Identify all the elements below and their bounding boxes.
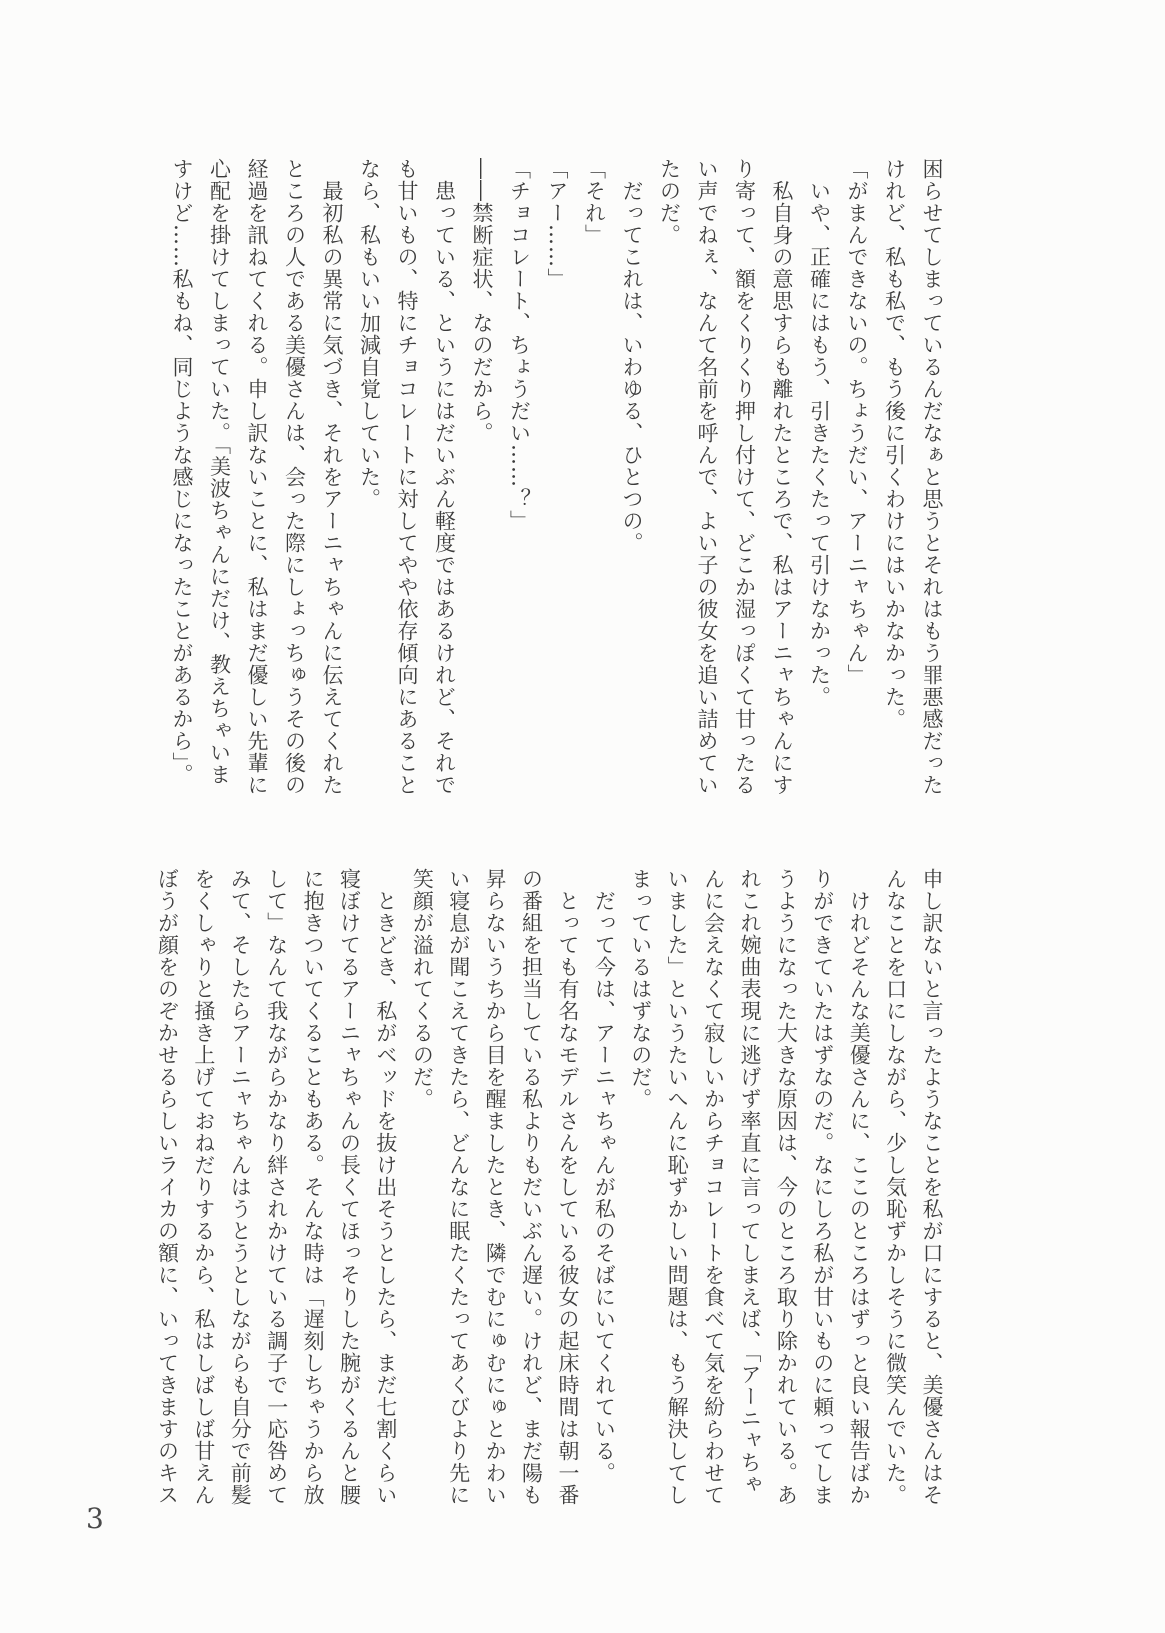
page-number: 3 xyxy=(86,1502,104,1535)
text-line: 「チョコレート、ちょうだい……？」 xyxy=(507,158,532,532)
text-line: い声でねぇ、なんて名前を呼んで、よい子の彼女を追い詰めてい xyxy=(695,158,719,796)
text-line: して」なんて我ながらかなり絆されかけている調子で一応咎めて xyxy=(264,868,289,1506)
text-line: 寝ぼけてるアーニャちゃんの長くてほっそりした腕がくるんと腰 xyxy=(337,868,362,1506)
text-line: だって今は、アーニャちゃんが私のそばにいてくれている。 xyxy=(592,868,617,1484)
text-line: 心配を掛けてしまっていた。「美波ちゃんにだけ、教えちゃいま xyxy=(207,158,232,786)
text-line: 「それ」 xyxy=(582,158,607,246)
text-line: 「がまんできないの。ちょうだい、アーニャちゃん」 xyxy=(845,158,869,686)
text-line: い寝息が聞こえてきたら、どんなに眠たくたってあくびより先に xyxy=(446,868,471,1506)
text-line: 私自身の意思すらも離れたところで、私はアーニャちゃんにす xyxy=(770,158,794,796)
text-line: んに会えなくて寂しいからチョコレートを食べて気を紛らわせて xyxy=(701,868,726,1506)
text-line: すけど……私もね、同じような感じになったことがあるから」。 xyxy=(170,158,194,786)
text-line: り寄って、額をくりくり押し付けて、どこか湿っぽくて甘ったる xyxy=(732,158,757,796)
text-line: たのだ。 xyxy=(657,158,682,246)
text-line: うようになった大きな原因は、今のところ取り除かれている。あ xyxy=(774,868,799,1506)
text-line: に抱きついてくることもある。そんな時は「遅刻しちゃうから放 xyxy=(301,868,326,1506)
text-line: ――禁断症状、なのだから。 xyxy=(470,158,494,444)
text-line: 経過を訊ねてくれる。申し訳ないことに、私はまだ優しい先輩に xyxy=(245,158,269,796)
text-line: とっても有名なモデルさんをしている彼女の起床時間は朝一番 xyxy=(555,868,580,1506)
text-line: の番組を担当している私よりもだいぶん遅い。けれど、まだ陽も xyxy=(519,868,544,1506)
text-line: いました」というたいへんに恥ずかしい問題は、もう解決してし xyxy=(665,868,690,1506)
text-line: んなことを口にしながら、少し気恥ずかしそうに微笑んでいた。 xyxy=(883,868,908,1506)
text-line: 患っている、というにはだいぶん軽度ではあるけれど、それで xyxy=(432,158,457,796)
text-line: 申し訳ないと言ったようなことを私が口にすると、美優さんはそ xyxy=(920,868,944,1506)
text-line: 困らせてしまっているんだなぁと思うとそれはもう罪悪感だった xyxy=(920,158,944,796)
text-line: けれど、私も私で、もう後に引くわけにはいかなかった。 xyxy=(882,158,907,730)
top-text-block xyxy=(160,158,950,796)
bottom-text-block xyxy=(148,868,950,1506)
text-line: いや、正確にはもう、引きたくたって引けなかった。 xyxy=(807,158,832,708)
text-line: りができていたはずなのだ。なにしろ私が甘いものに頼ってしま xyxy=(810,868,835,1506)
text-line: ところの人である美優さんは、会った際にしょっちゅうその後の xyxy=(282,158,307,796)
text-line: 最初私の異常に気づき、それをアーニャちゃんに伝えてくれた xyxy=(320,158,344,796)
text-line: まっているはずなのだ。 xyxy=(628,868,653,1110)
text-line: みて、そしたらアーニャちゃんはうとうとしながらも自分で前髪 xyxy=(228,868,253,1506)
text-line: ぼうが顔をのぞかせるらしいライカの額に、いってきますのキス xyxy=(155,868,180,1506)
text-line: 「アー……」 xyxy=(545,158,569,290)
text-line: れこれ婉曲表現に逃げず率直に言ってしまえば、「アーニャちゃ xyxy=(737,868,762,1496)
text-line: だってこれは、いわゆる、ひとつの。 xyxy=(620,158,644,554)
text-line: けれどそんな美優さんに、ここのところはずっと良い報告ばか xyxy=(847,868,872,1506)
text-line: も甘いもの、特にチョコレートに対してやや依存傾向にあること xyxy=(395,158,419,796)
text-line: なら、私もいい加減自覚していた。 xyxy=(357,158,382,510)
text-line: 笑顔が溢れてくるのだ。 xyxy=(410,868,435,1110)
text-line: をくしゃりと掻き上げておねだりするから、私はしばしば甘えん xyxy=(191,868,216,1506)
text-line: ときどき、私がベッドを抜け出そうとしたら、まだ七割くらい xyxy=(373,868,398,1506)
text-line: 昇らないうちから目を醒ましたとき、隣でむにゅむにゅとかわい xyxy=(483,868,508,1506)
